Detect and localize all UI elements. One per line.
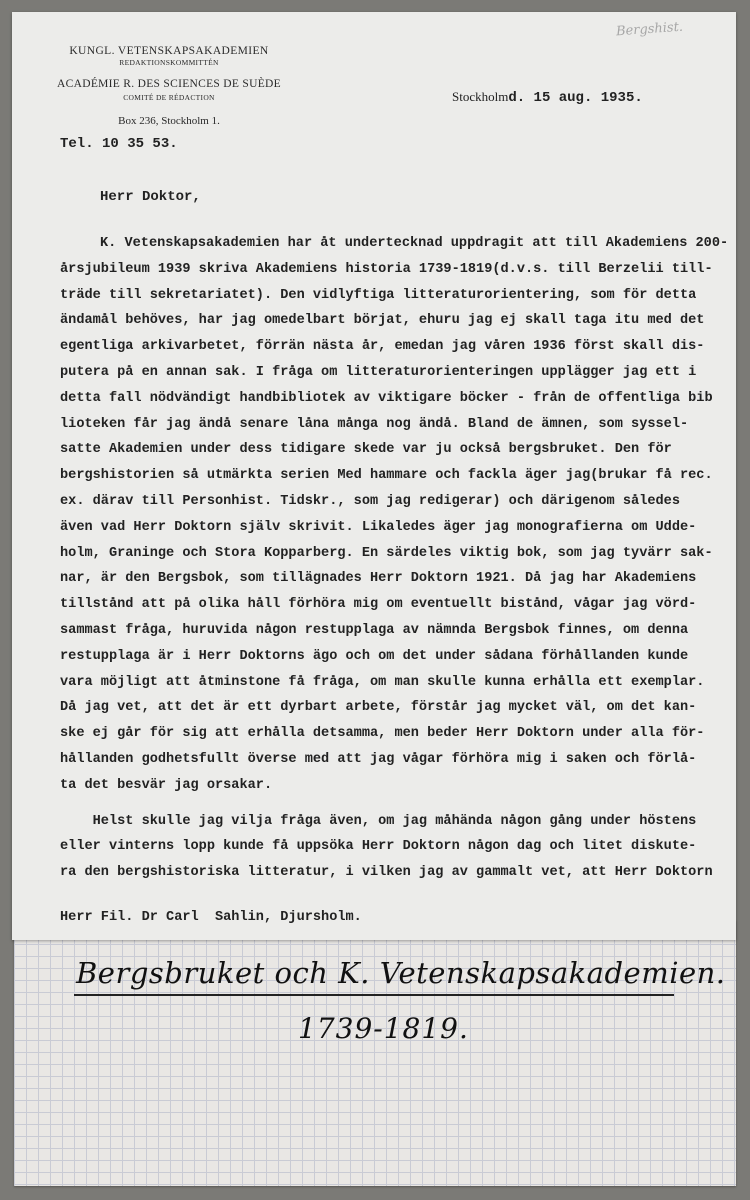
body-line: holm, Graninge och Stora Kopparberg. En särdeles viktig bok, som jag tyvärr sak- [60,545,713,561]
body-line: nar, är den Bergsbok, som tillägnades Herr Doktorn 1921. Då jag har Akademiens [60,571,697,587]
letterhead-address: Box 236, Stockholm 1. [118,115,220,127]
body-line: satte Akademien under dess tidigare skede var ju också bergsbruket. Den för [60,442,672,458]
letter-sheet [12,12,736,940]
date: d. 15 aug. 1935. [508,90,643,106]
place: Stockholm [452,89,509,104]
body-line: K. Vetenskapsakademien har åt undertecknad uppdragit att till Akademiens 200- [100,236,729,251]
handwritten-years: 1739-1819. [298,1012,469,1045]
letterhead-academy-fr: ACADÉMIE R. DES SCIENCES DE SUÈDE [57,78,281,90]
body-line: egentliga arkivarbetet, förrän nästa år, emedan jag våren 1936 först skall dis- [60,339,705,355]
body-line: vara möjligt att åtminstone få fråga, om man skulle kunna erhålla ett exemplar. [60,674,705,690]
body-line: hållanden godhetsfullt överse med att jag vågar förhöra mig i saken och förlå- [60,751,697,767]
body-line: tillstånd att på olika håll förhöra mig om eventuellt bistånd, vågar jag vörd- [60,597,697,613]
body-line: ta det besvär jag orsakar. [60,777,273,793]
date-line [452,88,643,106]
grid-paper-sheet [14,920,736,1186]
recipient-line: Herr Fil. Dr Carl Sahlin, Djursholm. [60,910,362,925]
letterhead-committee-fr: COMITÉ DE RÉDACTION [123,93,215,102]
letterhead [54,45,284,127]
letterhead-committee-sv: REDAKTIONSKOMMITTÉN [119,58,219,67]
body-line: eller vinterns lopp kunde få uppsöka Herr Doktorn någon dag och litet diskute- [60,839,697,855]
body-line: ske ej går för sig att erhålla detsamma, men beder Herr Doktorn under alla för- [60,726,705,742]
body-line: även vad Herr Doktorn själv skrivit. Likaledes äger jag monografierna om Udde- [60,519,697,535]
body-line: årsjubileum 1939 skriva Akademiens historia 1739-1819(d.v.s. till Berzelii till- [60,261,713,277]
salutation: Herr Doktor, [100,189,201,205]
body-line: sammast fråga, huruvida någon restupplaga av nämnda Bergsbok finnes, om denna [60,622,689,638]
letterhead-academy-sv: KUNGL. VETENSKAPSAKADEMIEN [69,45,269,57]
body-line: ra den bergshistoriska litteratur, i vilken jag av gammalt vet, att Herr Doktorn [60,865,713,881]
handwritten-title: Bergsbruket och K. Vetenskapsakademien. [76,956,726,990]
telephone: Tel. 10 35 53. [60,136,178,152]
body-line: lioteken får jag ändå senare låna många nog ändå. Bland de ämnen, som syssel- [60,416,689,432]
letter-body [60,231,740,886]
pencil-annotation: Bergshist. [615,19,684,40]
handwritten-underline [74,994,674,996]
body-line: träde till sekretariatet). Den vidlyftiga litteraturorientering, som för detta [60,287,697,303]
body-line: bergshistorien så utmärkta serien Med hammare och fackla äger jag(brukar få rec. [60,468,713,484]
body-line: Då jag vet, att det är ett dyrbart arbete, förstår jag mycket väl, om det kan- [60,700,697,716]
body-line: detta fall nödvändigt handbibliotek av viktigare böcker - från de offentliga bib [60,390,713,406]
body-line: restupplaga är i Herr Doktorns ägo och om det under sådana förhållanden kunde [60,648,689,664]
body-line: ex. därav till Personhist. Tidskr., som jag redigerar) och därigenom således [60,493,680,509]
body-line: Helst skulle jag vilja fråga även, om jag måhända någon gång under höstens [60,813,697,829]
paragraph-gap [60,799,740,809]
body-line: putera på en annan sak. I fråga om litteraturorienteringen upplägger jag ett i [60,364,697,380]
body-line: ändamål behöves, har jag omedelbart börjat, ehuru jag ej skall taga itu med det [60,313,705,329]
